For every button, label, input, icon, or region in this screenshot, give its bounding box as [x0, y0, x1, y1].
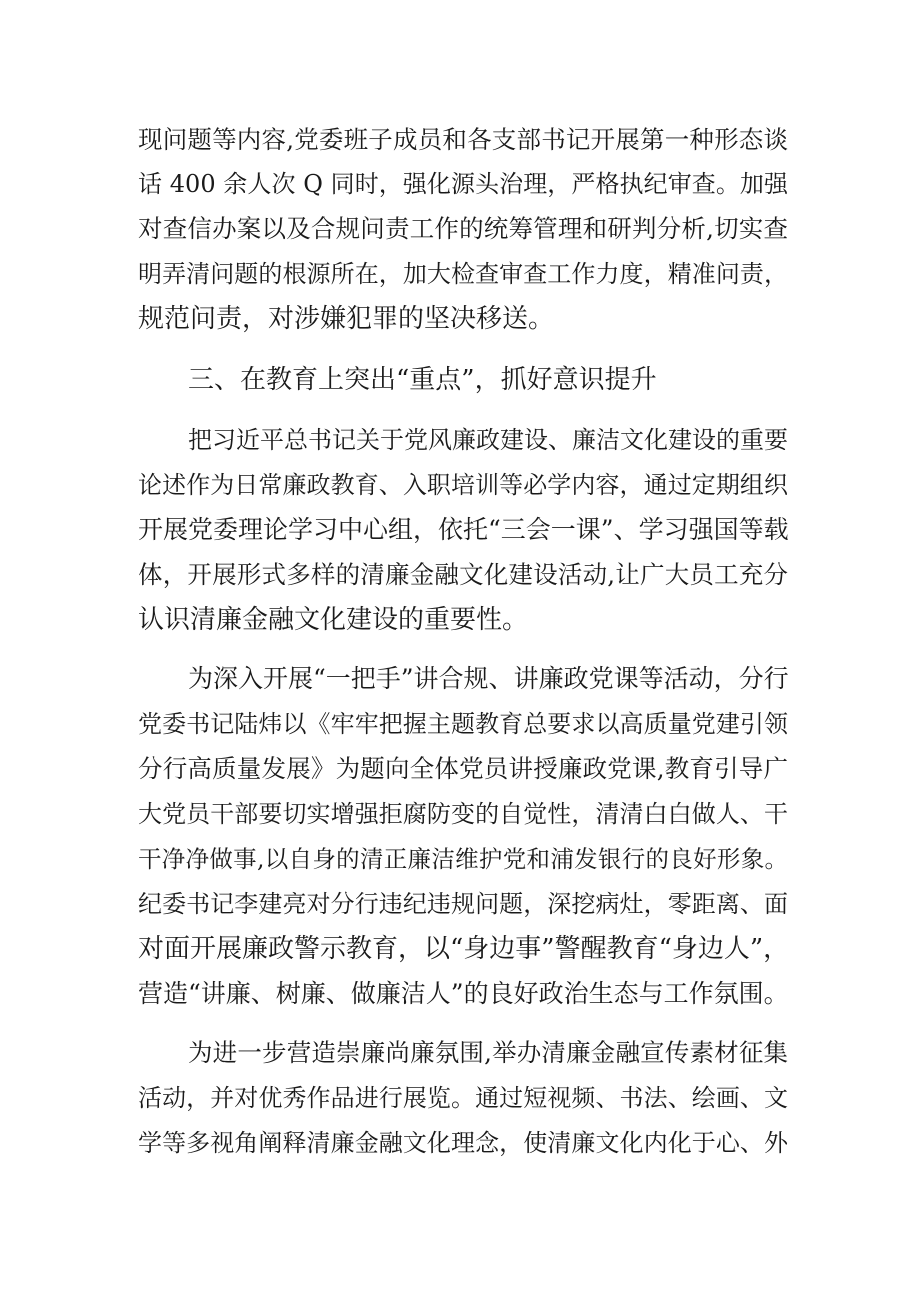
paragraph-line: 开展党委理论学习中心组，依托“三会一课”、学习强国等载 — [138, 515, 789, 544]
paragraph-line: 规范问责，对涉嫌犯罪的坚决移送。 — [138, 304, 555, 334]
paragraph-line: 党委书记陆炜以《牢牢把握主题教育总要求以高质量党建引领 — [138, 710, 788, 738]
paragraph-line: 为深入开展“一把手”讲合规、讲廉政党课等活动，分行 — [188, 664, 789, 693]
paragraph-line: 分行高质量发展》为题向全体党员讲授廉政党课,教育引导广 — [138, 754, 788, 783]
paragraph-line: 论述作为日常廉政教育、入职培训等必学内容，通过定期组织 — [138, 471, 788, 499]
paragraph-line: 明弄清问题的根源所在，加大检查审查工作力度，精准问责， — [138, 260, 788, 288]
paragraph-line: 干净净做事,以自身的清正廉洁维护党和浦发银行的良好形象。 — [138, 845, 788, 873]
paragraph-line: 大党员干部要切实增强拒腐防变的自觉性，清清白白做人、干 — [138, 800, 788, 828]
paragraph-line: 对面开展廉政警示教育，以“身边事”警醒教育“身边人”， — [138, 934, 790, 964]
paragraph-line: 活动，并对优秀作品进行展览。通过短视频、书法、绘画、文 — [138, 1084, 788, 1112]
paragraph-line: 对查信办案以及合规问责工作的统筹管理和研判分析,切实查 — [138, 214, 788, 243]
paragraph-line: 认识清廉金融文化建设的重要性。 — [138, 605, 529, 635]
paragraph-line: 营造“讲廉、树廉、做廉洁人”的良好政治生态与工作氛围。 — [138, 979, 789, 1008]
paragraph-line: 为进一步营造崇廉尚廉氛围,举办清廉金融宣传素材征集 — [188, 1038, 788, 1067]
paragraph-line: 把习近平总书记关于党风廉政建设、廉洁文化建设的重要 — [188, 426, 788, 454]
paragraph-line: 学等多视角阐释清廉金融文化理念，使清廉文化内化于心、外 — [138, 1129, 788, 1157]
paragraph-line: 纪委书记李建亮对分行违纪违规问题，深挖病灶，零距离、面 — [138, 890, 788, 918]
section-heading: 三、在教育上突出“重点”，抓好意识提升 — [188, 365, 657, 395]
paragraph-line: 体，开展形式多样的清廉金融文化建设活动,让广大员工充分 — [138, 560, 788, 589]
paragraph-line: 现问题等内容,党委班子成员和各支部书记开展第一种形态谈 — [138, 125, 788, 154]
paragraph-line: 话 400 余人次 Q 同时，强化源头治理，严格执纪审查。加强 — [138, 170, 788, 198]
